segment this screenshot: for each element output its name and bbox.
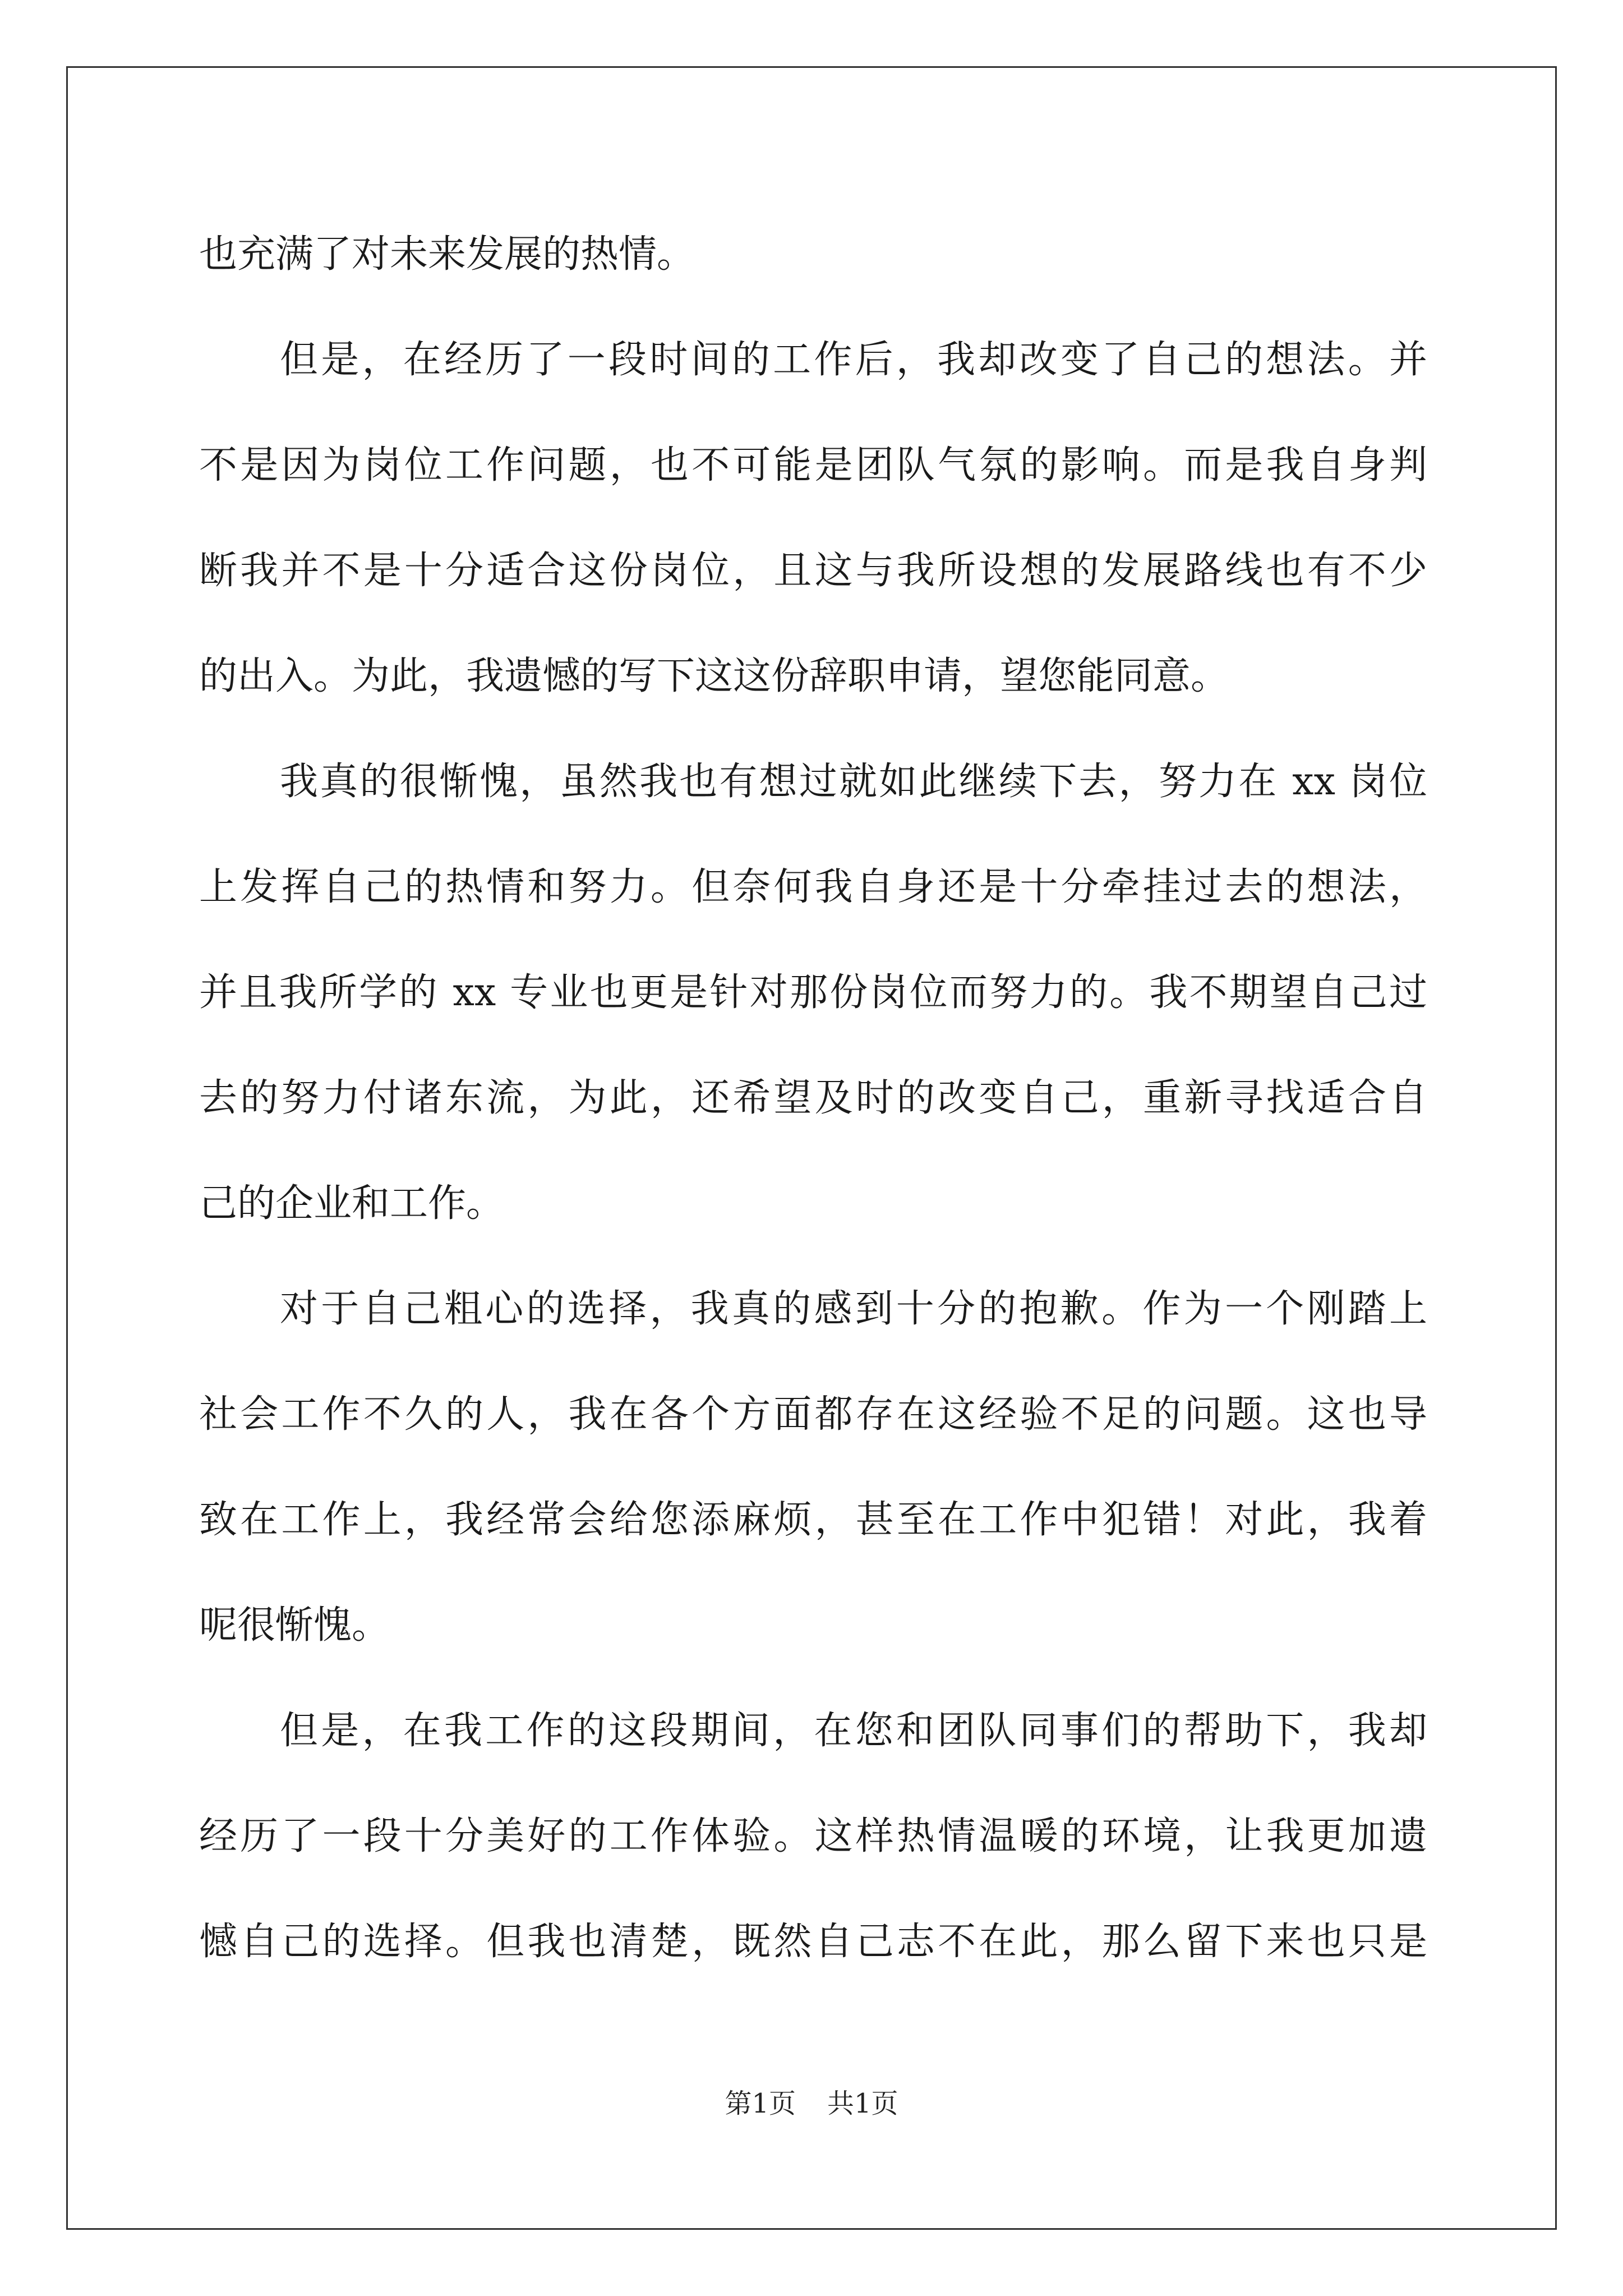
text-line: 憾自己的选择。但我也清楚，既然自己志不在此，那么留下来也只是 — [199, 1920, 1427, 1964]
text-line: 也充满了对未来发展的热情。 — [199, 232, 695, 277]
page-number-total: 共1页 — [827, 2088, 898, 2119]
text-line: 不是因为岗位工作问题，也不可能是团队气氛的影响。而是我自身判 — [199, 443, 1427, 487]
text-line: 但是，在经历了一段时间的工作后，我却改变了自己的想法。并 — [280, 338, 1427, 382]
text-line: 的出入。为此，我遗憾的写下这这份辞职申请，望您能同意。 — [199, 654, 1229, 698]
text-line: 断我并不是十分适合这份岗位，且这与我所设想的发展路线也有不少 — [199, 549, 1427, 593]
text-line: 上发挥自己的热情和努力。但奈何我自身还是十分牵挂过去的想法， — [199, 865, 1427, 909]
text-line: 经历了一段十分美好的工作体验。这样热情温暖的环境，让我更加遗 — [199, 1814, 1427, 1858]
text-line: 但是，在我工作的这段期间，在您和团队同事们的帮助下，我却 — [280, 1709, 1427, 1753]
text-line: 己的企业和工作。 — [199, 1181, 505, 1226]
text-line: 呢很惭愧。 — [199, 1603, 390, 1648]
text-line: 社会工作不久的人，我在各个方面都存在这经验不足的问题。这也导 — [199, 1392, 1427, 1437]
text-line: 致在工作上，我经常会给您添麻烦，甚至在工作中犯错！对此，我着 — [199, 1498, 1427, 1542]
text-line: 并且我所学的 xx 专业也更是针对那份岗位而努力的。我不期望自己过 — [199, 970, 1427, 1015]
document-body — [199, 202, 1427, 1995]
text-line: 对于自己粗心的选择，我真的感到十分的抱歉。作为一个刚踏上 — [280, 1287, 1427, 1331]
text-line: 我真的很惭愧，虽然我也有想过就如此继续下去，努力在 xx 岗位 — [280, 760, 1427, 804]
page-footer — [0, 2087, 1623, 2120]
text-line: 去的努力付诸东流，为此，还希望及时的改变自己，重新寻找适合自 — [199, 1076, 1427, 1120]
page-number-current: 第1页 — [725, 2088, 796, 2119]
